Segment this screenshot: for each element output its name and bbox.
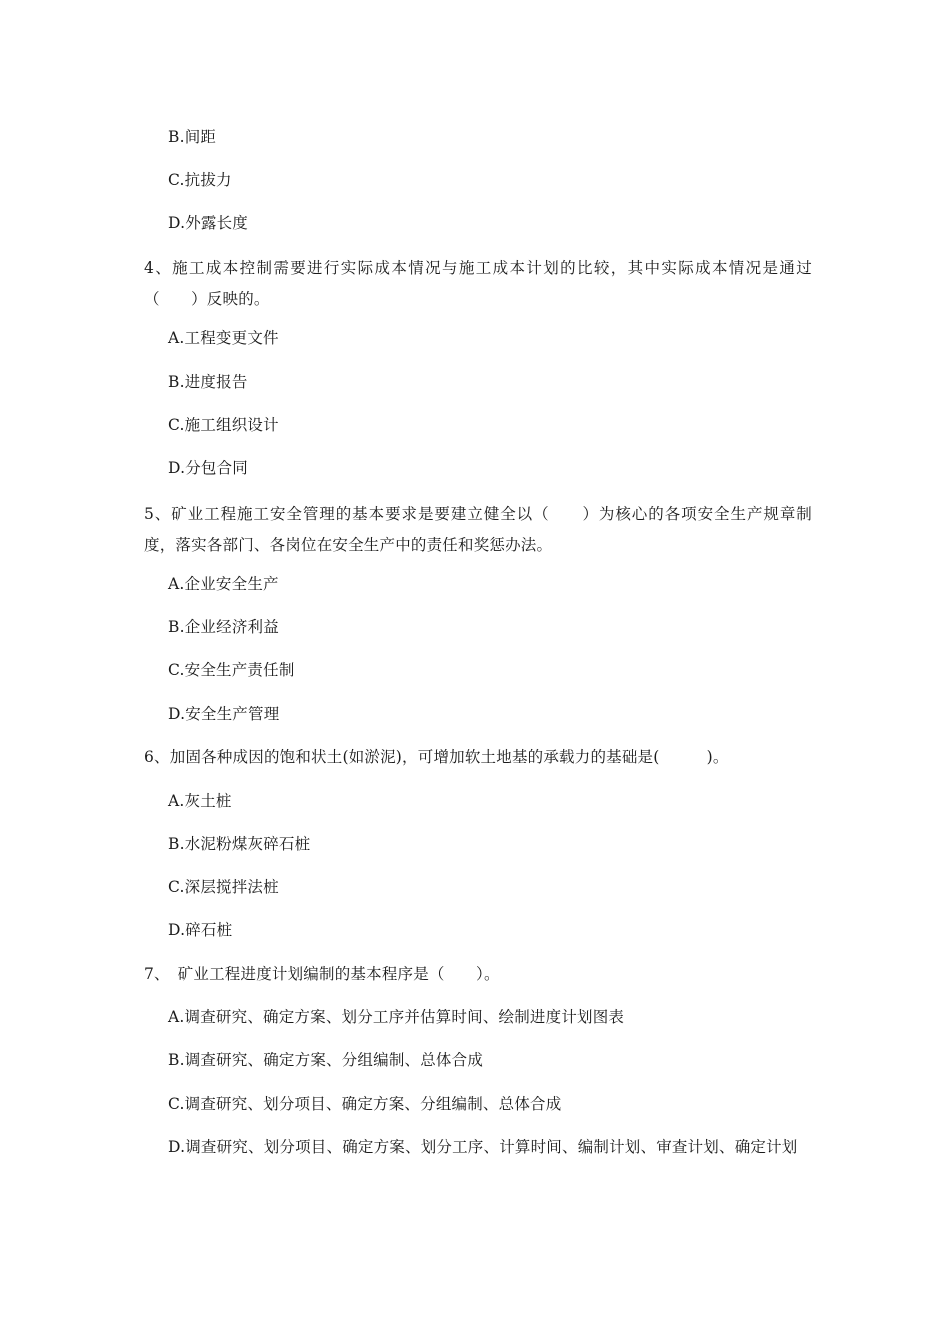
- q5-option-c: C.安全生产责任制: [168, 661, 295, 679]
- q5-stem: 5、矿业工程施工安全管理的基本要求是要建立健全以（ ）为核心的各项安全生产规章制度，落实各部门、各岗位在安全生产中的责任和奖惩办法。: [144, 505, 812, 554]
- q5-option-d: D.安全生产管理: [168, 705, 280, 723]
- q7-option-d: D.调查研究、划分项目、确定方案、划分工序、计算时间、编制计划、审查计划、确定计划: [168, 1138, 798, 1156]
- q5-option-b: B.企业经济利益: [168, 618, 279, 636]
- q6-option-c: C.深层搅拌法桩: [168, 878, 279, 896]
- q4-stem: 4、施工成本控制需要进行实际成本情况与施工成本计划的比较，其中实际成本情况是通过（ ）反映的。: [144, 259, 812, 308]
- q4-option-c: C.施工组织设计: [168, 416, 279, 434]
- q7-option-b: B.调查研究、确定方案、分组编制、总体合成: [168, 1051, 484, 1069]
- q5-option-a: A.企业安全生产: [168, 575, 279, 593]
- q7-option-a: A.调查研究、确定方案、划分工序并估算时间、绘制进度计划图表: [168, 1008, 625, 1026]
- q3-option-d: D.外露长度: [168, 214, 249, 232]
- q7-stem: 7、 矿业工程进度计划编制的基本程序是（ ）。: [144, 965, 500, 983]
- q3-option-c: C.抗拔力: [168, 171, 232, 189]
- q4-option-a: A.工程变更文件: [168, 329, 279, 347]
- q6-option-b: B.水泥粉煤灰碎石桩: [168, 835, 311, 853]
- q6-stem: 6、加固各种成因的饱和状土(如淤泥)，可增加软土地基的承载力的基础是( )。: [144, 748, 729, 766]
- q3-option-b: B.间距: [168, 128, 217, 146]
- q7-option-c: C.调查研究、划分项目、确定方案、分组编制、总体合成: [168, 1095, 562, 1113]
- q6-option-d: D.碎石桩: [168, 921, 233, 939]
- q6-option-a: A.灰土桩: [168, 792, 232, 810]
- q4-option-d: D.分包合同: [168, 459, 249, 477]
- q4-option-b: B.进度报告: [168, 373, 248, 391]
